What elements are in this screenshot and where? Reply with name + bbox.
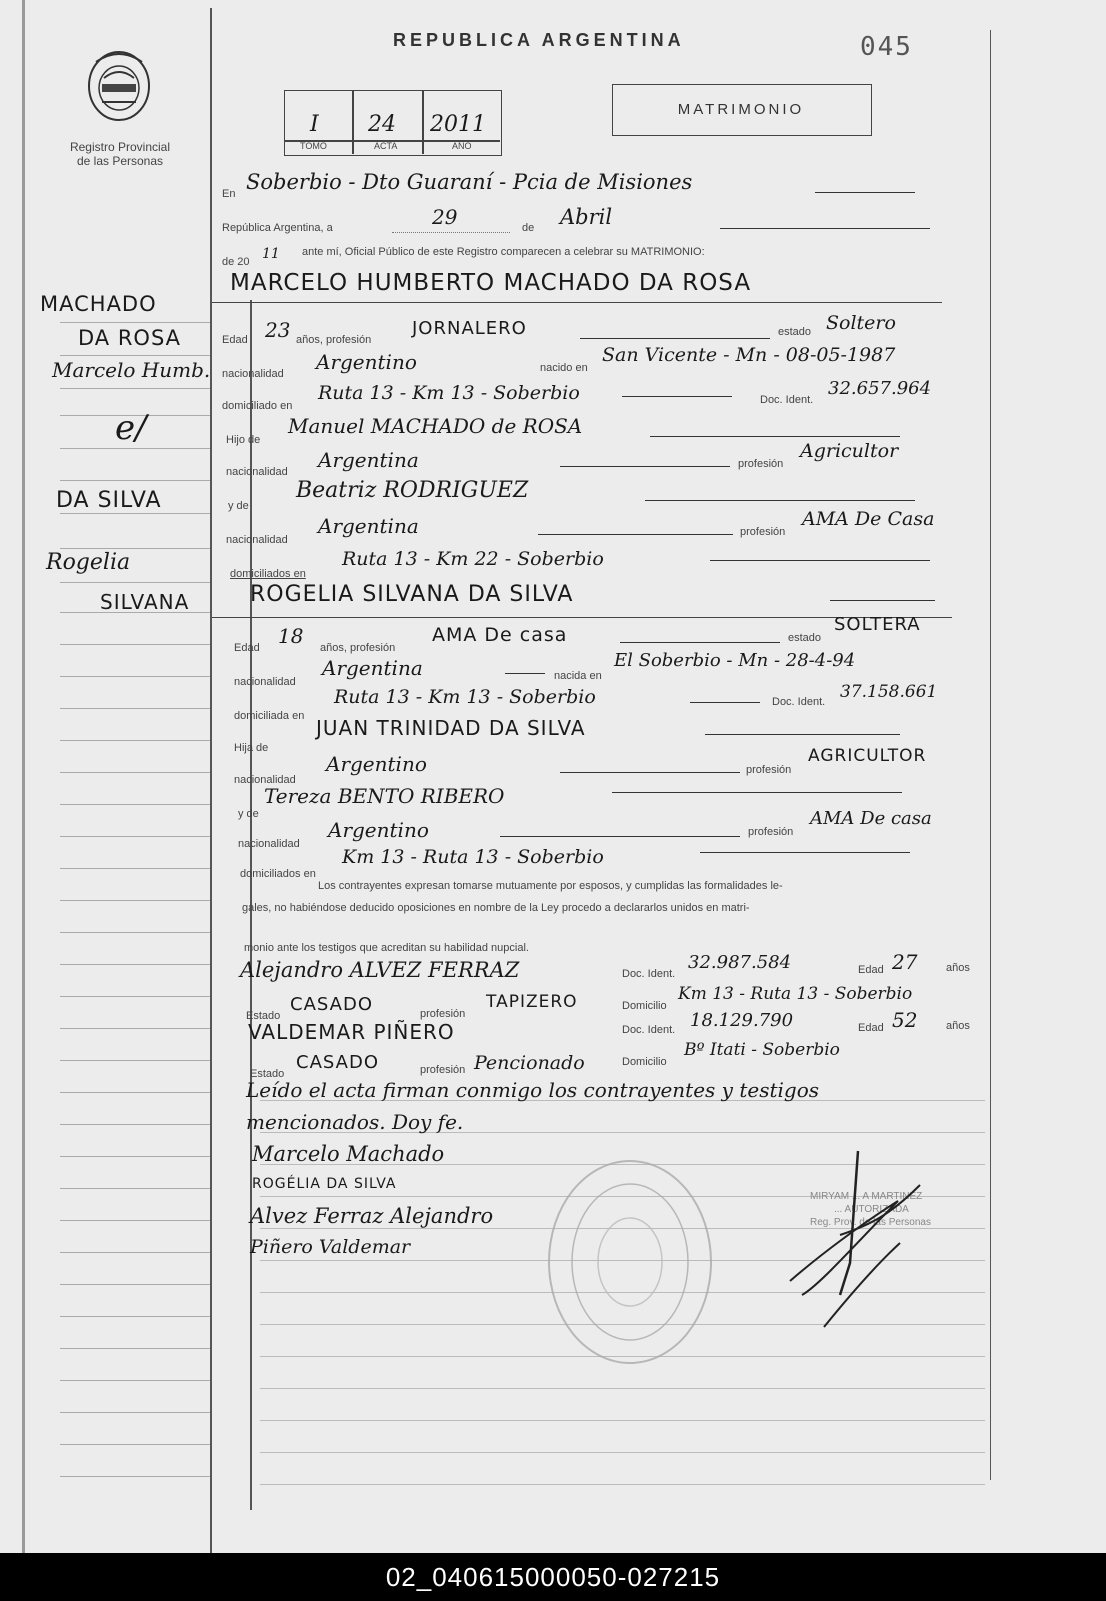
declaration-line3: monio ante los testigos que acreditan su habilidad nupcial.: [244, 942, 529, 954]
marriage-month: Abril: [560, 205, 613, 229]
witness1-domicilio-label: Domicilio: [622, 1000, 667, 1012]
tomo-value: I: [310, 112, 319, 137]
groom-profession-line: [580, 338, 770, 339]
bride-domiciliados-label: domiciliados en: [240, 868, 316, 880]
witness1-name: Alejandro ALVEZ FERRAZ: [240, 958, 520, 982]
bride-mother-prof-label: profesión: [748, 826, 794, 838]
groom-edad-label: Edad: [222, 334, 248, 346]
groom-address: Ruta 13 - Km 13 - Soberbio: [318, 382, 580, 404]
groom-doc: 32.657.964: [828, 378, 932, 399]
signature-bride: ROGÉLIA DA SILVA: [252, 1176, 397, 1192]
witness1-doc-label: Doc. Ident.: [622, 968, 676, 980]
acta-divider: [422, 90, 424, 154]
witness1-address: Km 13 - Ruta 13 - Soberbio: [678, 984, 913, 1004]
acta-label: ACTA: [374, 141, 398, 151]
groom-mother-name: Beatriz RODRIGUEZ: [296, 478, 529, 503]
country-title: REPUBLICA ARGENTINA: [393, 30, 685, 50]
margin-given-name-3: SILVANA: [100, 590, 190, 614]
closing-line2: mencionados. Doy fe.: [246, 1110, 464, 1134]
bride-mother-nat-label: nacionalidad: [238, 838, 300, 850]
bride-nationality: Argentina: [322, 656, 423, 680]
witness2-domicilio-label: Domicilio: [622, 1056, 667, 1068]
bride-name: ROGELIA SILVANA DA SILVA: [250, 582, 574, 607]
bride-estado-label: estado: [788, 632, 822, 644]
right-border-line: [990, 30, 991, 1480]
ante-text: ante mí, Oficial Público de este Registro comparecen a celebrar su MATRIMONIO:: [302, 246, 705, 258]
bride-father-nat-label: nacionalidad: [234, 774, 296, 786]
bride-anos-profesion-label: años, profesión: [320, 642, 396, 654]
bride-mother-nationality: Argentino: [328, 818, 429, 842]
groom-father-line: [650, 436, 900, 437]
bride-mother-line: [612, 792, 902, 793]
bride-y-de-label: y de: [238, 808, 259, 820]
bride-father-nationality: Argentino: [326, 752, 427, 776]
officer-name: MIRYAM ... A MARTINEZ: [810, 1191, 923, 1202]
groom-nacionalidad-label: nacionalidad: [222, 368, 284, 380]
witness2-estado-label: Estado: [250, 1068, 285, 1080]
witness1-doc: 32.987.584: [688, 952, 792, 973]
signature-witness1: Alvez Ferraz Alejandro: [250, 1204, 494, 1228]
bride-father-nat-line: [560, 772, 740, 773]
bride-mother-nat-line: [500, 836, 740, 837]
page-number: 045: [860, 32, 913, 62]
groom-birthplace: San Vicente - Mn - 08-05-1987: [602, 344, 896, 366]
groom-address-line: [622, 396, 732, 397]
signature-groom: Marcelo Machado: [252, 1142, 445, 1166]
provincial-coat-of-arms: [78, 42, 160, 124]
groom-father-nat-line: [560, 466, 730, 467]
year-label: de 20: [222, 256, 250, 268]
binding-edge: [22, 0, 25, 1553]
groom-section-divider: [212, 302, 942, 303]
tomo-label: TOMO: [300, 141, 327, 151]
bride-domiciliada-label: domiciliada en: [234, 710, 305, 722]
witness2-name: VALDEMAR PIÑERO: [248, 1020, 455, 1044]
day-dots: [392, 232, 510, 233]
bride-profession: AMA De casa: [432, 624, 568, 646]
witness1-profession: TAPIZERO: [486, 992, 578, 1012]
margin-given-name-1: Marcelo Humb.: [52, 358, 211, 382]
place-fill-line: [815, 192, 915, 193]
en-label: En: [222, 188, 236, 200]
margin-surname-3: DA SILVA: [56, 488, 162, 513]
groom-domiciliado-label: domiciliado en: [222, 400, 293, 412]
groom-mother-prof-label: profesión: [740, 526, 786, 538]
margin-given-name-2: Rogelia: [46, 550, 131, 575]
bride-age: 18: [278, 624, 304, 648]
groom-mother-nat-line: [538, 534, 733, 535]
scan-id: 02_040615000050-027215: [385, 1562, 721, 1592]
witness2-doc: 18.129.790: [690, 1010, 794, 1031]
witness1-profesion-label: profesión: [420, 1008, 466, 1020]
marriage-day: 29: [432, 205, 458, 229]
groom-mother-nat-label: nacionalidad: [226, 534, 288, 546]
groom-father-nat-label: nacionalidad: [226, 466, 288, 478]
closing-line1: Leído el acta firman conmigo los contrayentes y testigos: [246, 1078, 820, 1102]
margin-connector: e/: [115, 408, 147, 448]
witness1-edad-label: Edad: [858, 964, 884, 976]
groom-father-prof-label: profesión: [738, 458, 784, 470]
witness2-status: CASADO: [296, 1052, 379, 1073]
groom-mother-nationality: Argentina: [318, 514, 419, 538]
bride-parents-address: Km 13 - Ruta 13 - Soberbio: [342, 846, 604, 868]
bride-mother-name: Tereza BENTO RIBERO: [264, 784, 505, 808]
anio-value: 2011: [430, 112, 486, 137]
anio-label: AÑO: [452, 141, 472, 151]
groom-parents-address: Ruta 13 - Km 22 - Soberbio: [342, 548, 604, 570]
officer-office: Reg. Prov. de las Personas: [810, 1217, 931, 1228]
bride-address-line: [690, 702, 760, 703]
bride-hija-label: Hija de: [234, 742, 269, 754]
signature-witness2: Piñero Valdemar: [250, 1236, 411, 1258]
republica-label: República Argentina, a: [222, 222, 333, 234]
bride-father-name: JUAN TRINIDAD DA SILVA: [316, 716, 586, 740]
witness2-age: 52: [892, 1008, 918, 1032]
scan-id-bar: [0, 1553, 1106, 1601]
groom-parents-address-line: [710, 560, 930, 561]
registry-name: [40, 140, 200, 168]
groom-hijo-label: Hijo de: [226, 434, 261, 446]
witness1-age: 27: [892, 950, 918, 974]
bride-father-profession: AGRICULTOR: [808, 746, 927, 766]
margin-surname-2: DA ROSA: [78, 326, 182, 350]
groom-nacido-label: nacido en: [540, 362, 588, 374]
witness2-edad-label: Edad: [858, 1022, 884, 1034]
witness2-doc-label: Doc. Ident.: [622, 1024, 676, 1036]
record-type: MATRIMONIO: [677, 101, 805, 118]
bride-name-line: [830, 600, 935, 601]
month-fill-line: [720, 228, 930, 229]
bride-nacionalidad-label: nacionalidad: [234, 676, 296, 688]
official-round-seal: [548, 1160, 712, 1364]
witness2-anos-label: años: [946, 1020, 970, 1032]
groom-age: 23: [265, 318, 291, 342]
acta-value: 24: [368, 112, 396, 137]
witness1-anos-label: años: [946, 962, 970, 974]
groom-estado-label: estado: [778, 326, 812, 338]
groom-father-name: Manuel MACHADO de ROSA: [288, 414, 583, 438]
bride-status: SOLTERA: [834, 614, 921, 635]
bride-father-prof-label: profesión: [746, 764, 792, 776]
margin-divider-line: [210, 8, 212, 1553]
tomo-divider: [352, 90, 354, 154]
witness2-profesion-label: profesión: [420, 1064, 466, 1076]
de-month-label: de: [522, 222, 535, 234]
bride-profession-line: [620, 642, 780, 643]
registry-line1: Registro Provincial: [69, 140, 171, 154]
bride-nacida-label: nacida en: [554, 670, 602, 682]
officer-signature: [780, 1145, 930, 1335]
witness2-profession: Pencionado: [474, 1052, 585, 1074]
year-value: 11: [262, 246, 280, 262]
groom-anos-profesion-label: años, profesión: [296, 334, 372, 346]
witness1-estado-label: Estado: [246, 1010, 281, 1022]
bride-edad-label: Edad: [234, 642, 260, 654]
groom-profession: JORNALERO: [412, 318, 527, 339]
bride-nationality-line: [505, 673, 545, 674]
bride-doc-label: Doc. Ident.: [772, 696, 826, 708]
margin-surname-1: MACHADO: [40, 292, 157, 316]
groom-mother-profession: AMA De Casa: [802, 508, 935, 530]
witness1-status: CASADO: [290, 994, 373, 1015]
groom-father-nationality: Argentina: [318, 448, 419, 472]
bride-father-line: [705, 734, 900, 735]
bride-doc: 37.158.661: [840, 682, 938, 702]
groom-status: Soltero: [826, 312, 896, 334]
groom-name: MARCELO HUMBERTO MACHADO DA ROSA: [230, 270, 752, 296]
witness2-address: Bº Itati - Soberbio: [684, 1040, 840, 1060]
groom-nationality: Argentino: [316, 350, 417, 374]
declaration-line1: Los contrayentes expresan tomarse mutuamente por esposos, y cumplidas las formalidades le-: [318, 880, 783, 892]
bride-mother-profession: AMA De casa: [810, 808, 932, 829]
bride-address: Ruta 13 - Km 13 - Soberbio: [334, 686, 596, 708]
groom-father-profession: Agricultor: [800, 440, 899, 462]
declaration-line2: gales, no habiéndose deducido oposiciones en nombre de la Ley procedo a declararlos unidos en matri-: [242, 902, 750, 914]
place-of-marriage: Soberbio - Dto Guaraní - Pcia de Misiones: [246, 170, 693, 194]
groom-mother-line: [645, 500, 915, 501]
bride-parents-address-line: [700, 852, 910, 853]
registry-line2: de las Personas: [76, 154, 164, 168]
bride-birthplace: El Soberbio - Mn - 28-4-94: [614, 650, 856, 671]
groom-y-de-label: y de: [228, 500, 249, 512]
officer-title: ... AUTORIZADA: [834, 1204, 909, 1215]
groom-domiciliados-label: domiciliados en: [230, 568, 306, 580]
groom-doc-label: Doc. Ident.: [760, 394, 814, 406]
